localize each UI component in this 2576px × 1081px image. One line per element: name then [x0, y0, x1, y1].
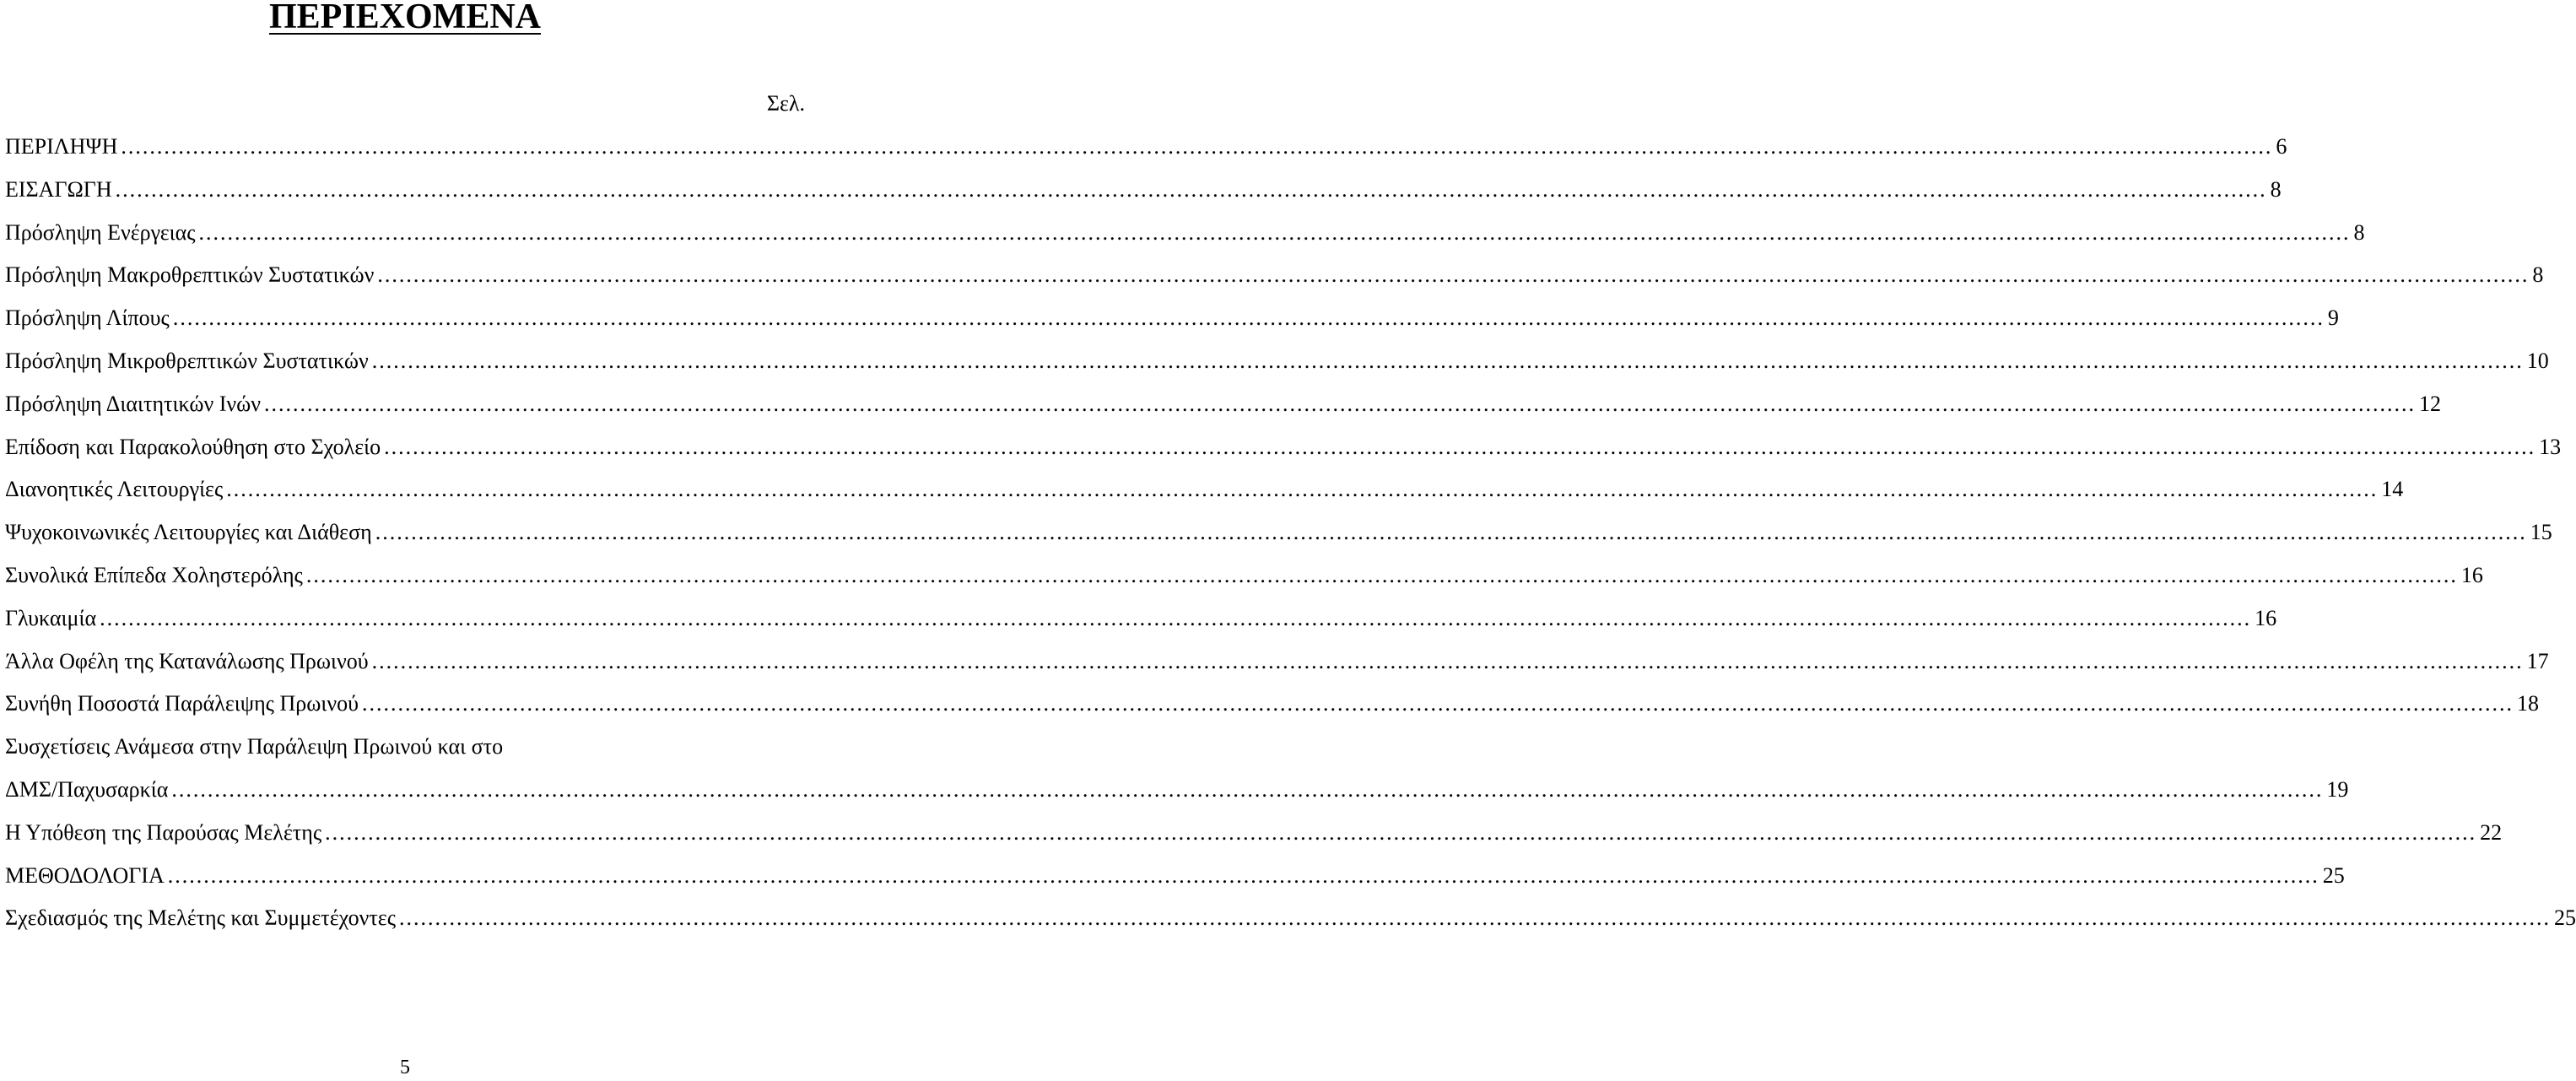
toc-entry-title: Σχεδιασμός της Μελέτης και Συμμετέχοντες	[5, 905, 396, 931]
toc-entry-page: 8	[2353, 219, 2365, 245]
toc-dot-leader: ............................................................................................................................................................................................................................................................................................................	[172, 305, 2325, 331]
toc-dot-leader: ............................................................................................................................................................................................................................................................................................................	[121, 134, 2273, 159]
toc-entry-title: ΔΜΣ/Παχυσαρκία	[5, 777, 169, 802]
toc-entry-page: 22	[2480, 819, 2503, 845]
toc-entry	[5, 516, 2552, 549]
toc-entry-title: ΜΕΘΟΔΟΛΟΓΙΑ	[5, 862, 165, 888]
toc-dot-leader: ............................................................................................................................................................................................................................................................................................................	[264, 391, 2417, 416]
toc-entry-page: 25	[2554, 905, 2576, 931]
toc-entry-page: 18	[2516, 691, 2539, 716]
toc-entry-page: 14	[2381, 477, 2404, 502]
toc-entry-title: Πρόσληψη Ενέργειας	[5, 219, 196, 245]
toc-entry-title: ΕΙΣΑΓΩΓΗ	[5, 176, 112, 202]
toc-entry-title: Η Υπόθεση της Παρούσας Μελέτης	[5, 819, 322, 845]
toc-dot-leader: ............................................................................................................................................................................................................................................................................................................	[226, 477, 2379, 502]
toc-entry-page: 6	[2276, 134, 2287, 159]
toc-entry	[5, 301, 2339, 335]
toc-entry	[5, 859, 2345, 893]
toc-entry-title: Πρόσληψη Μακροθρεπτικών Συστατικών	[5, 262, 375, 288]
toc-entry-title: Πρόσληψη Μικροθρεπτικών Συστατικών	[5, 349, 369, 373]
toc-dot-leader: ............................................................................................................................................................................................................................................................................................................	[115, 176, 2267, 202]
page-title: ΠΕΡΙΕΧΟΜΕΝΑ	[268, 0, 541, 36]
toc-entry	[5, 130, 2287, 164]
toc-entry-title: Συνήθη Ποσοστά Παράλειψης Πρωινού	[5, 691, 359, 716]
toc-dot-leader: ............................................................................................................................................................................................................................................................................................................	[325, 819, 2477, 845]
toc-dot-leader: ............................................................................................................................................................................................................................................................................................................	[384, 434, 2536, 459]
toc-dot-leader: ............................................................................................................................................................................................................................................................................................................	[375, 520, 2527, 545]
toc-entry-title: Γλυκαιμία	[5, 605, 97, 630]
toc-entry-page: 8	[2532, 262, 2544, 288]
toc-entry	[5, 773, 2349, 807]
toc-entry	[5, 173, 2282, 207]
toc-dot-leader: ............................................................................................................................................................................................................................................................................................................	[371, 648, 2524, 673]
toc-entry-title: Άλλα Οφέλη της Κατανάλωσης Πρωινού	[5, 648, 369, 673]
toc-dot-leader: ............................................................................................................................................................................................................................................................................................................	[167, 862, 2319, 888]
toc-entry-title: Συσχετίσεις Ανάμεσα στην Παράλειψη Πρωινού και στο	[5, 734, 504, 759]
toc-entry-title: Ψυχοκοινωνικές Λειτουργίες και Διάθεση	[5, 520, 372, 545]
toc-entry	[5, 344, 2549, 378]
toc-dot-leader: ............................................................................................................................................................................................................................................................................................................	[100, 605, 2252, 630]
toc-dot-leader: ............................................................................................................................................................................................................................................................................................................	[198, 219, 2351, 245]
toc-entry	[5, 559, 2483, 592]
toc-entry	[5, 387, 2442, 421]
toc-entry	[5, 901, 2576, 935]
toc-entry	[5, 602, 2277, 635]
toc-dot-leader: ............................................................................................................................................................................................................................................................................................................	[377, 262, 2530, 288]
toc-entry-page: 16	[2460, 563, 2483, 587]
toc-dot-leader: ............................................................................................................................................................................................................................................................................................................	[399, 905, 2551, 931]
toc-dot-leader: ............................................................................................................................................................................................................................................................................................................	[305, 563, 2458, 587]
toc-entry	[5, 687, 2539, 721]
toc-entry-title: Πρόσληψη Διαιτητικών Ινών	[5, 391, 262, 416]
toc-entry	[5, 645, 2549, 678]
toc-entry-page: 9	[2327, 305, 2339, 331]
toc-entry-page: 10	[2526, 349, 2549, 373]
page-number: 5	[400, 1057, 410, 1078]
toc-entry	[5, 473, 2404, 506]
toc-entry-page: 17	[2526, 648, 2549, 673]
toc-entry-page: 25	[2322, 862, 2345, 888]
toc-dot-leader: ............................................................................................................................................................................................................................................................................................................	[371, 349, 2524, 373]
toc-entry	[5, 258, 2544, 292]
toc-entry-title: ΠΕΡΙΛΗΨΗ	[5, 134, 118, 159]
toc-entry-page: 8	[2270, 176, 2282, 202]
toc-dot-leader: ............................................................................................................................................................................................................................................................................................................	[171, 777, 2324, 802]
toc-entry-title: Πρόσληψη Λίπους	[5, 305, 170, 331]
toc-entry-page: 12	[2419, 391, 2442, 416]
toc-entry-page: 13	[2539, 434, 2562, 459]
toc-entry-page: 19	[2326, 777, 2349, 802]
page-column-label: Σελ.	[766, 91, 805, 116]
toc-entry	[5, 430, 2562, 464]
toc-entry-title: Συνολικά Επίπεδα Χοληστερόλης	[5, 563, 303, 587]
toc-entry	[5, 730, 803, 764]
toc-entry-page: 15	[2530, 520, 2552, 545]
toc-entry	[5, 216, 2365, 250]
toc-entry	[5, 816, 2503, 850]
toc-dot-leader: ............................................................................................................................................................................................................................................................................................................	[361, 691, 2514, 716]
toc-entry-title: Επίδοση και Παρακολούθηση στο Σχολείο	[5, 434, 381, 459]
toc-entry-title: Διανοητικές Λειτουργίες	[5, 477, 224, 502]
toc-entry-page: 16	[2255, 605, 2277, 630]
